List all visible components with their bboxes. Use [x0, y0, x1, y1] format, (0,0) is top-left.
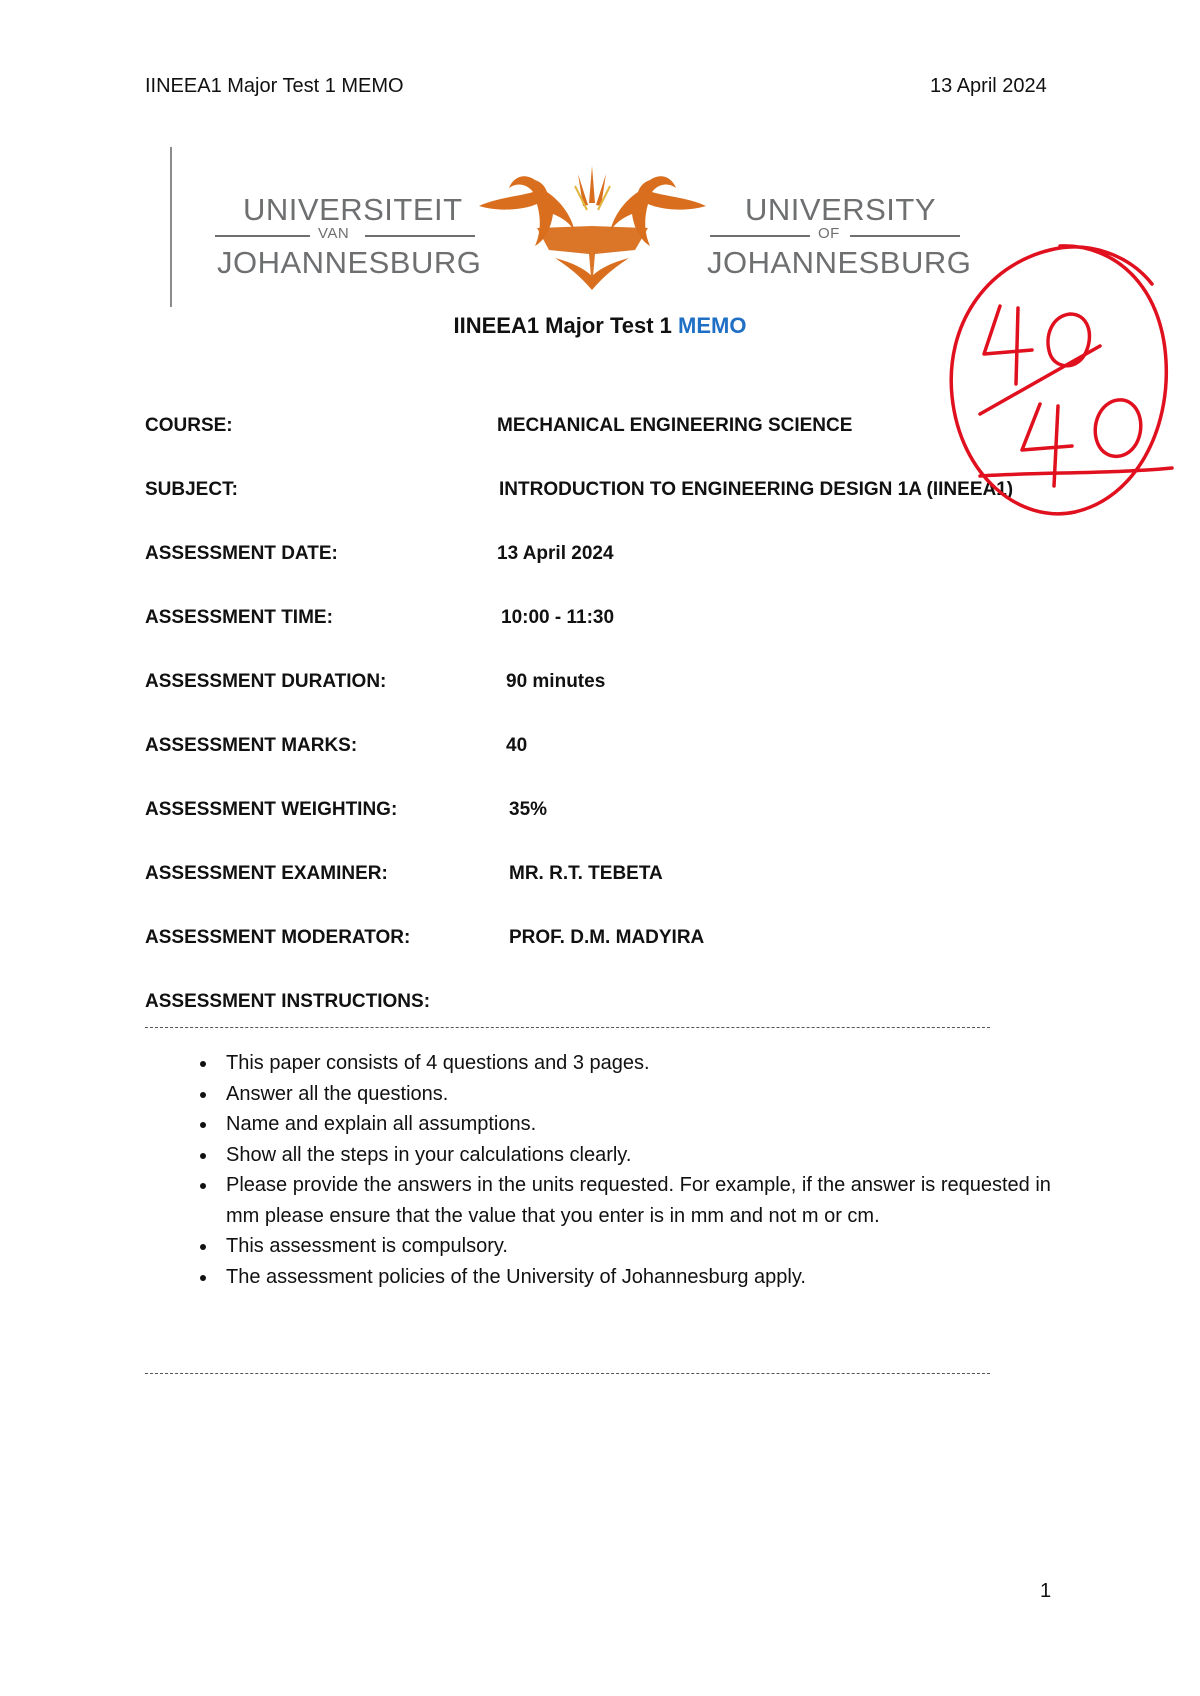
marks-value: 40	[506, 735, 528, 756]
weighting-label: ASSESSMENT WEIGHTING:	[145, 799, 398, 820]
instruction-item: • Show all the steps in your calculations clearly.	[218, 1140, 1078, 1171]
grade-score-zero	[1048, 314, 1089, 366]
logo-rule	[215, 235, 310, 237]
time-label: ASSESSMENT TIME:	[145, 607, 333, 628]
date-value: 13 April 2024	[497, 543, 614, 564]
instruction-item: • The assessment policies of the University of Johannesburg apply.	[218, 1262, 1078, 1293]
duration-value: 90 minutes	[506, 671, 606, 692]
instruction-item: • This assessment is compulsory.	[218, 1231, 1078, 1262]
examiner-value: MR. R.T. TEBETA	[509, 863, 663, 884]
date-label: ASSESSMENT DATE:	[145, 543, 338, 564]
moderator-label: ASSESSMENT MODERATOR:	[145, 927, 411, 948]
moderator-value: PROF. D.M. MADYIRA	[509, 927, 705, 948]
instructions-list	[190, 1048, 1078, 1292]
logo-rule	[710, 235, 810, 237]
examiner-label: ASSESSMENT EXAMINER:	[145, 863, 388, 884]
title-memo: MEMO	[678, 313, 747, 338]
logo-text-of: OF	[818, 225, 840, 242]
instruction-item: • Please provide the answers in the units requested. For example, if the answer is requested in mm please ensure that the value that you enter is in mm and not m or cm.	[218, 1170, 1078, 1231]
grade-score-four	[984, 306, 1032, 384]
grade-underline	[980, 468, 1172, 476]
grade-total-zero	[1095, 400, 1141, 456]
logo-text-university: UNIVERSITY	[745, 192, 937, 227]
logo-rule	[365, 235, 475, 237]
logo-divider	[170, 147, 172, 307]
title-main: IINEEA1 Major Test 1	[453, 313, 672, 338]
handwritten-grade	[940, 236, 1180, 526]
logo-text-johannesburg-af: JOHANNESBURG	[217, 245, 482, 280]
logo-text-johannesburg-en: JOHANNESBURG	[707, 245, 972, 280]
logo-text-universiteit: UNIVERSITEIT	[243, 192, 463, 227]
page-number: 1	[1040, 1580, 1052, 1602]
instruction-item: • Name and explain all assumptions.	[218, 1109, 1078, 1140]
running-header-title: IINEEA1 Major Test 1 MEMO	[145, 75, 404, 97]
instruction-item: • Answer all the questions.	[218, 1079, 1078, 1110]
duration-label: ASSESSMENT DURATION:	[145, 671, 387, 692]
subject-value: INTRODUCTION TO ENGINEERING DESIGN 1A (IINEEA1)	[499, 479, 1014, 500]
dashed-separator-top	[145, 1027, 990, 1028]
instructions-label: ASSESSMENT INSTRUCTIONS:	[145, 991, 431, 1012]
dashed-separator-bottom	[145, 1373, 990, 1374]
subject-label: SUBJECT:	[145, 479, 238, 500]
marks-label: ASSESSMENT MARKS:	[145, 735, 358, 756]
course-value: MECHANICAL ENGINEERING SCIENCE	[497, 415, 853, 436]
running-header-date: 13 April 2024	[930, 75, 1047, 97]
time-value: 10:00 - 11:30	[501, 607, 615, 628]
instruction-item: • This paper consists of 4 questions and 3 pages.	[218, 1048, 1078, 1079]
logo-text-van: VAN	[318, 225, 350, 242]
course-label: COURSE:	[145, 415, 233, 436]
weighting-value: 35%	[509, 799, 548, 820]
emblem-icon	[475, 158, 710, 293]
